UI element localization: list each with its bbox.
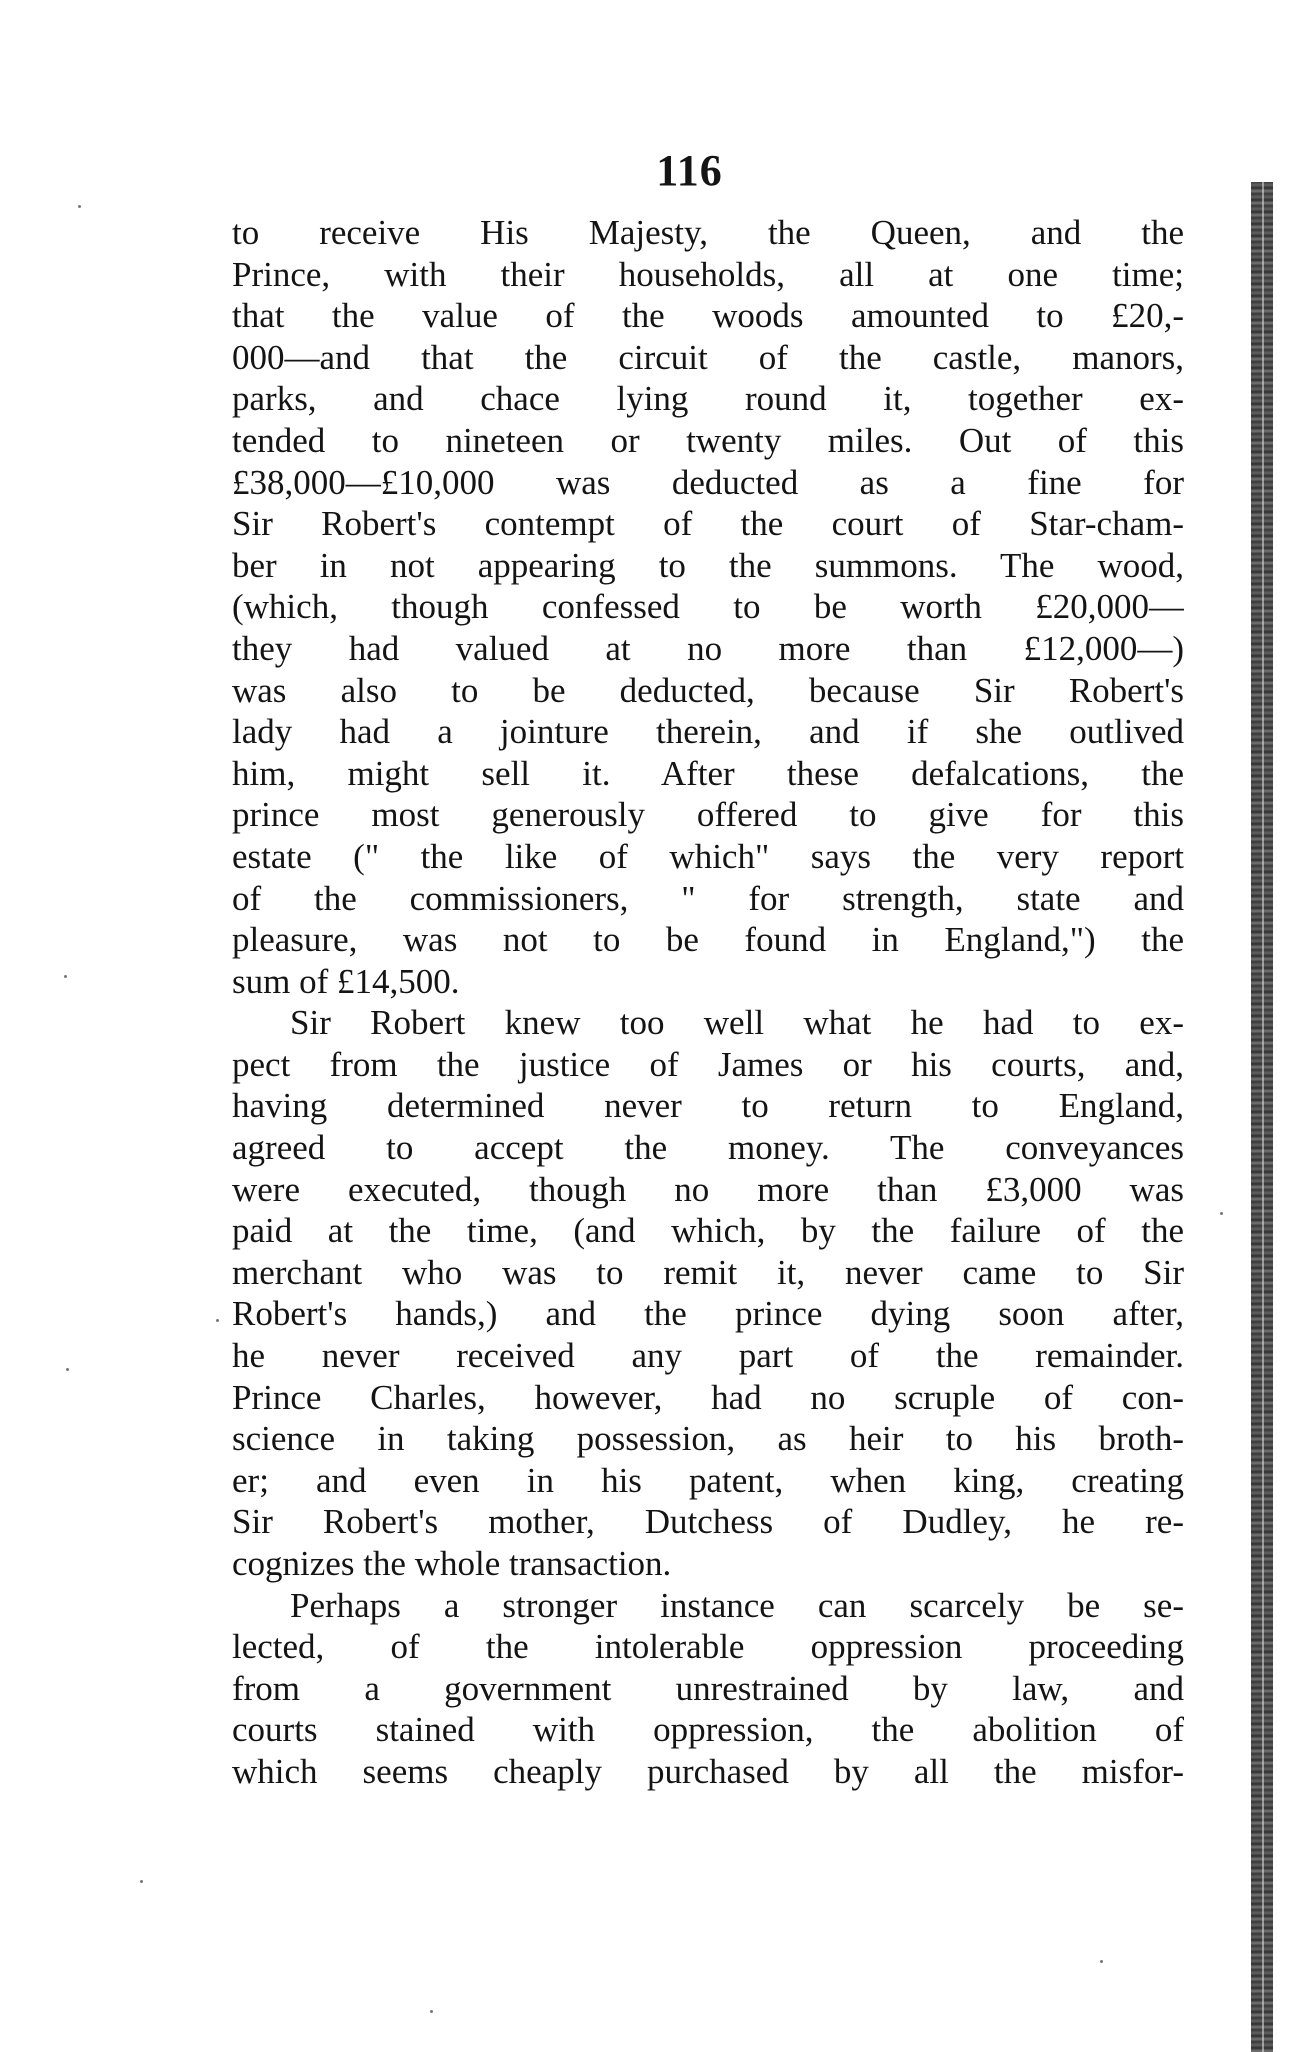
text-line: Perhaps a stronger instance can scarcely be se-	[290, 1585, 1184, 1625]
text-line: Robert's hands,) and the prince dying soon after,	[232, 1294, 1184, 1334]
text-line: sum of £14,500.	[232, 961, 460, 1001]
text-line: science in taking possession, as heir to his broth-	[232, 1419, 1184, 1459]
paragraph-3	[232, 1585, 1184, 1793]
text-line: pect from the justice of James or his courts, and,	[232, 1044, 1184, 1084]
paper-speck	[1100, 1960, 1103, 1963]
text-line: courts stained with oppression, the abolition of	[232, 1710, 1184, 1750]
text-line: £38,000—£10,000 was deducted as a fine for	[232, 462, 1184, 502]
paragraph-2	[232, 1002, 1184, 1584]
text-line: ber in not appearing to the summons. The wood,	[232, 545, 1184, 585]
text-line: he never received any part of the remainder.	[232, 1336, 1184, 1376]
text-line: of the commissioners, " for strength, state and	[232, 878, 1184, 918]
page-number: 116	[656, 146, 723, 195]
paper-speck	[1220, 1212, 1223, 1215]
text-line: they had valued at no more than £12,000—)	[232, 628, 1184, 668]
text-line: lady had a jointure therein, and if she outlived	[232, 712, 1184, 752]
text-line: were executed, though no more than £3,000 was	[232, 1169, 1184, 1209]
paper-speck	[64, 975, 67, 978]
text-line: prince most generously offered to give for this	[232, 795, 1184, 835]
text-line: was also to be deducted, because Sir Robert's	[232, 670, 1184, 710]
text-line: lected, of the intolerable oppression proceeding	[232, 1627, 1184, 1667]
text-line: Sir Robert's mother, Dutchess of Dudley, he re-	[232, 1502, 1184, 1542]
text-line: agreed to accept the money. The conveyances	[232, 1128, 1184, 1168]
text-line: Prince, with their households, all at one time;	[232, 254, 1184, 294]
text-line: Sir Robert's contempt of the court of Star-cham-	[232, 504, 1184, 544]
text-line: parks, and chace lying round it, together ex-	[232, 379, 1184, 419]
text-line: having determined never to return to England,	[232, 1086, 1184, 1126]
text-line: him, might sell it. After these defalcations, the	[232, 753, 1184, 793]
paper-speck	[216, 1319, 219, 1322]
paper-speck	[78, 205, 81, 208]
text-line: tended to nineteen or twenty miles. Out of this	[232, 420, 1184, 460]
text-line: from a government unrestrained by law, and	[232, 1668, 1184, 1708]
text-line: cognizes the whole transaction.	[232, 1544, 672, 1583]
paragraph-1	[232, 212, 1184, 1002]
text-line: 000—and that the circuit of the castle, manors,	[232, 337, 1184, 377]
text-line: Sir Robert knew too well what he had to ex-	[290, 1003, 1184, 1043]
book-binding-highlight	[1262, 182, 1264, 2052]
paper-speck	[140, 1880, 143, 1883]
text-line: pleasure, was not to be found in England,") the	[232, 920, 1184, 960]
text-line: estate (" the like of which" says the very report	[232, 836, 1184, 876]
paper-speck	[66, 1368, 69, 1371]
text-line: er; and even in his patent, when king, creating	[232, 1460, 1184, 1500]
text-line: to receive His Majesty, the Queen, and the	[232, 213, 1184, 252]
text-line: Prince Charles, however, had no scruple of con-	[232, 1377, 1184, 1417]
paper-speck	[430, 2010, 433, 2013]
text-line: (which, though confessed to be worth £20,000—	[232, 587, 1184, 627]
text-line: that the value of the woods amounted to £20,-	[232, 296, 1184, 336]
body-text	[232, 212, 1184, 1793]
text-line: merchant who was to remit it, never came to Sir	[232, 1252, 1184, 1292]
text-line: which seems cheaply purchased by all the misfor-	[232, 1751, 1184, 1791]
text-line: paid at the time, (and which, by the failure of the	[232, 1211, 1184, 1251]
